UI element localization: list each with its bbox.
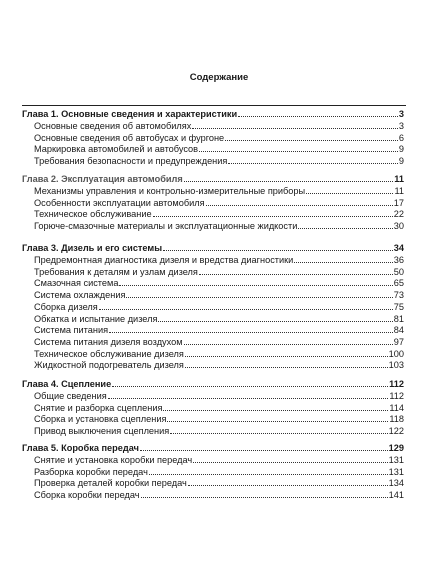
toc-entry — [34, 454, 404, 466]
dot-leader — [112, 378, 388, 387]
toc-entry-page-number: 3 — [398, 121, 404, 131]
dot-leader — [167, 413, 388, 422]
dot-leader — [170, 425, 387, 434]
dot-leader — [206, 197, 393, 206]
toc-entry-page-number: 122 — [388, 426, 404, 437]
toc-entry-label: Система питания — [34, 325, 109, 336]
toc-entry-page-number: 30 — [393, 221, 404, 232]
chapter-label: Глава 1. Основные сведения и характеристики — [22, 109, 238, 119]
chapter-label: Глава 5. Коробка передач — [22, 443, 139, 453]
toc-entry-page-number: 131 — [388, 455, 404, 465]
dot-leader — [192, 120, 398, 129]
dot-leader — [298, 220, 392, 229]
dot-leader — [188, 477, 388, 486]
dot-leader — [140, 442, 388, 451]
toc-entry-label: Основные сведения об автобусах и фургоне — [34, 132, 225, 143]
toc-entry-label: Привод выключения сцепления — [34, 426, 170, 437]
toc-entry — [34, 120, 404, 132]
toc-entry-label: Механизмы управления и контрольно-измерительные приборы — [34, 186, 306, 196]
toc-entry — [34, 185, 404, 197]
toc-entry-page-number: 103 — [388, 360, 404, 371]
toc-entry-page-number: 65 — [393, 278, 404, 289]
toc-entry-label: Общие сведения — [34, 391, 107, 401]
chapter-page-number: 129 — [388, 443, 404, 453]
dot-leader — [126, 289, 392, 298]
toc-entry-page-number: 22 — [393, 209, 404, 220]
chapter-label: Глава 2. Эксплуатация автомобиля — [22, 174, 183, 184]
chapter-divider — [22, 105, 406, 106]
chapter-page-number: 34 — [393, 243, 404, 253]
dot-leader — [228, 155, 398, 164]
toc-entry-page-number: 81 — [393, 313, 404, 324]
toc-entry-page-number: 9 — [398, 156, 404, 167]
toc-entry-label: Снятие и установка коробки передач — [34, 455, 193, 465]
toc-entry-page-number: 84 — [393, 325, 404, 336]
toc-entry-page-number: 97 — [393, 336, 404, 347]
toc-entry-label: Сиcтема охлаждения — [34, 290, 126, 301]
toc-entry-page-number: 17 — [393, 197, 404, 208]
toc-entry — [34, 301, 404, 313]
toc-entry — [34, 155, 404, 167]
toc-entry-label: Сборка коробки передач — [34, 490, 140, 501]
toc-entry-label: Сборка и установка сцепления — [34, 414, 167, 425]
toc-entry — [34, 402, 404, 414]
toc-entry-label: Основные сведения об автомобилях — [34, 121, 192, 131]
toc-entry-label: Обкатка и испытание дизеля — [34, 313, 158, 324]
toc-entry-page-number: 6 — [398, 132, 404, 143]
toc-entry-label: Сборка дизеля — [34, 301, 98, 312]
dot-leader — [199, 266, 393, 275]
toc-entry-label: Горюче-смазочные материалы и эксплуатационные жидкости — [34, 221, 298, 232]
dot-leader — [163, 402, 388, 411]
toc-entry-label: Предремонтная диагностика дизеля и вредства диагностики — [34, 255, 294, 265]
toc-entry — [34, 390, 404, 402]
chapter-heading — [22, 442, 404, 454]
toc-entry — [34, 197, 404, 209]
dot-leader — [184, 173, 394, 182]
dot-leader — [294, 254, 392, 263]
toc-entry-page-number: 114 — [389, 402, 404, 413]
dot-leader — [199, 143, 398, 152]
dot-leader — [225, 132, 398, 141]
toc-entry-label: Техническое обслуживание — [34, 209, 152, 220]
toc-entry — [34, 143, 404, 155]
chapter-label: Глава 4. Сцепление — [22, 379, 112, 389]
dot-leader — [185, 359, 388, 368]
toc-entry-page-number: 100 — [388, 348, 404, 359]
toc-entry-label: Жидкостной подогреватель дизеля — [34, 360, 184, 371]
toc-entry — [34, 208, 404, 220]
toc-entry-page-number: 112 — [389, 391, 404, 401]
dot-leader — [306, 185, 393, 194]
toc-entry — [34, 359, 404, 371]
toc-entry-label: Система питания дизеля воздухом — [34, 336, 183, 347]
toc-entry — [34, 132, 404, 144]
toc-entry — [34, 477, 404, 489]
toc-entry-page-number: 73 — [393, 290, 404, 301]
toc-entry — [34, 277, 404, 289]
chapter-heading — [22, 242, 404, 254]
chapter-page-number: 11 — [394, 174, 404, 184]
toc-entry — [34, 254, 404, 266]
toc-entry-page-number: 75 — [393, 301, 404, 312]
toc-entry-label: Смазочная система — [34, 278, 119, 289]
toc-entry-label: Разборка коробки передач — [34, 466, 148, 477]
dot-leader — [193, 454, 387, 463]
toc-entry — [34, 425, 404, 437]
dot-leader — [158, 313, 392, 322]
toc-entry-page-number: 134 — [388, 478, 404, 489]
dot-leader — [149, 466, 388, 475]
page-title: Содержание — [189, 72, 249, 83]
toc-entry — [34, 413, 404, 425]
dot-leader — [184, 336, 393, 345]
toc-entry-label: Снятие и разборка сцепления — [34, 402, 163, 413]
dot-leader — [238, 108, 398, 117]
toc-entry — [34, 466, 404, 478]
toc-entry-page-number: 9 — [398, 144, 404, 155]
chapter-heading — [22, 108, 404, 120]
dot-leader — [141, 489, 388, 498]
dot-leader — [163, 242, 393, 251]
toc-entry — [34, 489, 404, 501]
toc-entry — [34, 348, 404, 360]
toc-entry — [34, 220, 404, 232]
toc-entry-page-number: 118 — [389, 414, 404, 425]
dot-leader — [185, 348, 388, 357]
dot-leader — [109, 324, 393, 333]
chapter-heading — [22, 378, 404, 390]
toc-entry — [34, 289, 404, 301]
chapter-page-number: 112 — [389, 379, 404, 389]
dot-leader — [108, 390, 389, 399]
toc-entry — [34, 324, 404, 336]
dot-leader — [153, 208, 393, 217]
toc-entry-page-number: 131 — [388, 466, 404, 477]
toc-entry-label: Маркировка автомобилей и автобусов — [34, 144, 199, 155]
toc-entry-page-number: 141 — [388, 490, 404, 501]
dot-leader — [119, 277, 392, 286]
toc-entry-page-number: 36 — [393, 255, 404, 265]
toc-entry-page-number: 11 — [394, 186, 404, 196]
toc-entry-page-number: 50 — [393, 266, 404, 277]
toc-entry — [34, 336, 404, 348]
dot-leader — [99, 301, 393, 310]
toc-entry-label: Требования к деталям и узлам дизеля — [34, 266, 198, 277]
chapter-label: Глава 3. Дизель и его системы — [22, 243, 163, 253]
toc-entry — [34, 313, 404, 325]
toc-entry-label: Проверка деталей коробки передач — [34, 478, 187, 489]
toc-entry-label: Особенности эксплуатации автомобиля — [34, 197, 205, 208]
toc-entry-label: Требования безопасности и предупреждения — [34, 156, 228, 167]
toc-entry — [34, 266, 404, 278]
toc-entry-label: Техническое обслуживание дизеля — [34, 348, 184, 359]
chapter-heading — [22, 173, 404, 185]
chapter-page-number: 3 — [398, 109, 404, 119]
